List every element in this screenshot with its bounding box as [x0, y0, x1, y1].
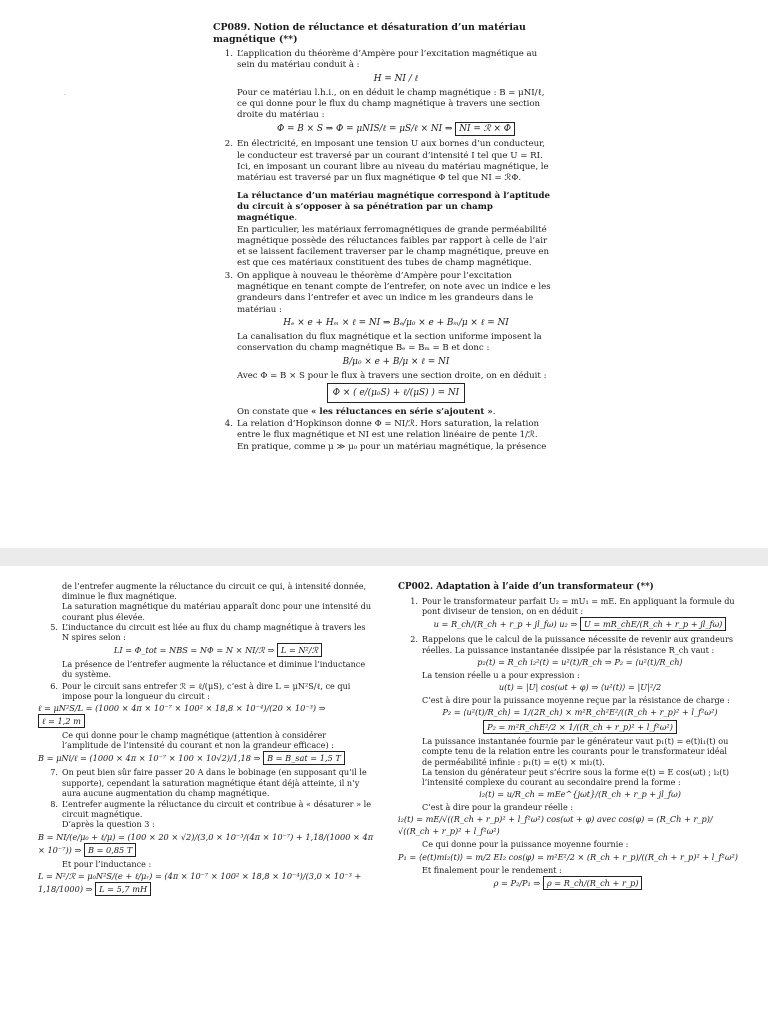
paragraph: Et pour l’inductance :: [62, 858, 152, 869]
paragraph: La puissance instantanée fournie par le générateur vaut p₁(t) = e(t)i₁(t) ou compte tenu de la relation entre les courants pour le transformateur idéal de perméabilité infinie : p₁(t) = e(t) × mi₂(t).: [422, 736, 729, 767]
page-separator: [0, 548, 768, 566]
paragraph: L’inductance du circuit est liée au flux du champ magnétique à travers les N spires selon :: [62, 621, 366, 643]
paragraph: Ce qui donne pour la puissance moyenne fournie :: [422, 839, 629, 850]
equation: [38, 831, 374, 857]
paragraph: En pratique, comme μ ≫ μ₀ pour un matériau magnétique, la présence: [237, 441, 547, 452]
question-number: 3.: [224, 270, 233, 281]
question-number: 1.: [224, 49, 233, 59]
boxed-result: ρ = R_ch/(R_ch + r_p): [543, 876, 643, 890]
equation: [38, 870, 374, 896]
question-8: [38, 799, 374, 830]
equation: [398, 851, 738, 863]
equation: [422, 681, 738, 693]
question-number: 8.: [50, 799, 58, 810]
boxed-result: B = B_sat = 1,5 T: [263, 751, 345, 765]
equation-text: ρ = P₂/P₁ ⇒: [493, 877, 541, 888]
equation: [62, 643, 374, 657]
paragraph: La tension du générateur peut s’écrire sous la forme e(t) = E cos(ωt) ; i₂(t) l’intensité complexe du courant au secondaire prend la forme :: [422, 766, 730, 788]
text: .: [492, 406, 496, 417]
question-2: [213, 139, 555, 269]
question-6: [38, 681, 374, 701]
boxed-result: P₂ = m²R_chE²/2 × 1/((R_ch + r_p)² + l_f²ω²): [483, 720, 677, 734]
conclusion: [237, 407, 555, 418]
paragraph: Ici, en imposant un courant libre au niveau du matériau magnétique, le matériau est traversé par un flux magnétique Φ tel que NI = ℛΦ.: [237, 162, 549, 184]
paragraph: La canalisation du flux magnétique et la section uniforme imposent la conservation du champ magnétique Bₑ = Bₘ = B et donc :: [237, 331, 542, 354]
question-number: 6.: [50, 680, 58, 691]
question-2: [398, 634, 738, 812]
equation: [422, 617, 738, 631]
paragraph: D’après la question 3 :: [62, 819, 155, 830]
equation-text: B = NI/(e/μ₀ + ℓ/μ) = (100 × 20 × √2)/(3,0 × 10⁻³/(4π × 10⁻⁷) + 1,18/(1000 × 4π × 10⁻⁷)) ⇒: [38, 831, 374, 855]
paragraph: En électricité, en imposant une tension U aux bornes d’un conducteur, le conducteur est traversé par un courant d’intensité I tel que U = RI.: [237, 139, 546, 161]
equation-text: LI = Φ_tot = NBS = NΦ = N × NI/ℛ ⇒: [113, 645, 275, 656]
equation-text: Φ = B × S ⇒ Φ = μNIS/ℓ = μS/ℓ × NI ⇒: [276, 124, 453, 135]
bold-text: « les réluctances en série s’ajoutent »: [310, 406, 493, 417]
equation: [398, 813, 738, 837]
paragraph: de l’entrefer augmente la réluctance du circuit ce qui, à intensité donnée, diminue le flux magnétique.: [62, 581, 367, 602]
question-1: [398, 596, 738, 633]
boxed-result: L = 5,7 mH: [95, 882, 151, 896]
stray-mark: ·: [64, 92, 66, 99]
equation: [422, 788, 738, 800]
equation: [38, 702, 374, 728]
equation-text: u = R_ch/(R_ch + r_p + jl_fω) u₂ ⇒: [433, 619, 578, 630]
equation-text: Hₑ × e + Hₘ × ℓ = NI ⇒ Bₑ/μ₀ × e + Bₘ/μ × ℓ = NI: [283, 317, 509, 328]
paragraph: Ce qui donne pour le champ magnétique (attention à considérer l’amplitude de l’intensité du courant et non la grandeur efficace) :: [62, 730, 334, 751]
paragraph: La saturation magnétique du matériau apparaît donc pour une intensité du courant plus élevée.: [62, 601, 372, 622]
paragraph: Et finalement pour le rendement :: [422, 864, 562, 875]
bold-text: La réluctance d’un matériau magnétique correspond à l’aptitude du circuit à s’opposer à sa pénétration par un champ magnétique: [237, 190, 550, 224]
paragraph: On applique à nouveau le théorème d’Ampère pour l’excitation magnétique en tenant compte de l’entrefer, on note avec un indice e les grandeurs dans l’entrefer et avec un indice m les grandeurs dans le matériau :: [237, 270, 551, 315]
question-number: 7.: [50, 767, 58, 778]
paragraph: Pour le circuit sans entrefer ℛ = ℓ/(μS), c’est à dire L = μN²S/ℓ, ce qui impose pour la longueur du circuit :: [62, 680, 351, 701]
right-column: [398, 581, 738, 892]
equation: [422, 656, 738, 668]
equation-text: i₂(t) = u/R_ch = mEe^{jωt}/(R_ch + r_p + jl_fω): [479, 789, 681, 800]
equation-text: L = N²/ℛ = μ₀N²S/(e + ℓ/μᵣ) = (4π × 10⁻⁷ × 100² × 18,8 × 10⁻⁴)/(3,0 × 10⁻³ + 1,18/1000) ⇒: [38, 870, 362, 894]
exercise-title: CP002. Adaptation à l’aide d’un transformateur (**): [398, 582, 654, 592]
boxed-result: L = N²/ℛ: [277, 643, 322, 657]
equation: [422, 720, 738, 734]
equation-text: H = NI / ℓ: [373, 73, 419, 84]
paragraph: L’entrefer augmente la réluctance du circuit et contribue à « désaturer » le circuit magnétique.: [62, 799, 371, 820]
equation-text: ℓ = μN²S/L = (1000 × 4π × 10⁻⁷ × 100² × 18,8 × 10⁻⁴)/(20 × 10⁻³) ⇒: [38, 703, 326, 714]
question-number: 2.: [410, 634, 418, 645]
equation: [422, 706, 738, 718]
equation-text: B = μNi/ℓ = (1000 × 4π × 10⁻⁷ × 100 × 10√2)/1,18 ⇒: [38, 753, 261, 764]
equation: [237, 356, 555, 369]
boxed-result: B = 0,85 T: [84, 843, 136, 857]
equation-text: u(t) = |U| cos(ωt + φ) ⇒ ⟨u²(t)⟩ = |U|²/2: [498, 682, 662, 693]
paragraph: L’application du théorème d’Ampère pour l’excitation magnétique au sein du matériau conduit à :: [237, 49, 538, 71]
boxed-result: Φ × ( e/(μ₀S) + ℓ/(μS) ) = NI: [327, 383, 465, 403]
question-3: [213, 271, 555, 418]
question-number: 2.: [224, 139, 233, 150]
question-number: 5.: [50, 621, 58, 632]
question-7: [38, 767, 374, 798]
question-number: 4.: [224, 419, 233, 430]
equation-text: B/μ₀ × e + B/μ × ℓ = NI: [342, 356, 450, 367]
paragraph: La relation d’Hopkinson donne Φ = NI/ℛ. Hors saturation, la relation entre le flux magnétique et NI est une relation linéaire de pente 1/ℛ.: [237, 419, 540, 441]
boxed-result: U = mR_chE/(R_ch + r_p + jl_fω): [580, 617, 726, 631]
paragraph: Pour ce matériau l.h.i., on en déduit le champ magnétique : B = μNI/ℓ, ce qui donne pour le flux du champ magnétique à travers une section droite du matériau :: [237, 87, 545, 121]
equation-text: i₂(t) = mE/√((R_ch + r_p)² + l_f²ω²) cos(ωt + φ) avec cos(φ) = (R_Ch + r_p)/√((R_ch + r_p)² + l_f²ω²): [398, 814, 713, 837]
left-column: [38, 581, 374, 898]
exercise-title: CP089. Notion de réluctance et désaturation d’un matériau magnétique (**): [213, 22, 526, 45]
paragraph: Avec Φ = B × S pour le flux à travers une section droite, on en déduit :: [237, 370, 547, 381]
top-column: [213, 22, 555, 454]
equation-text: P₁ = ⟨e(t)mi₂(t)⟩ = m/2 EI₂ cos(φ) = m²E²/2 × (R_ch + r_p)/((R_ch + r_p)² + l_f²ω²): [398, 851, 738, 862]
paragraph: Rappelons que le calcul de la puissance nécessite de revenir aux grandeurs réelles. La puissance instantanée dissipée par la résistance R_ch vaut :: [422, 634, 734, 655]
paragraph: On peut bien sûr faire passer 20 A dans le bobinage (en supposant qu’il le supporte), cependant la saturation magnétique étant déjà atteinte, il n’y aura aucune augmentation du champ magnétique.: [62, 767, 367, 798]
paragraph: Pour le transformateur parfait U₂ = mU₁ = mE. En appliquant la formule du pont diviseur de tension, on en déduit :: [422, 596, 735, 617]
paragraph: C’est à dire pour la grandeur réelle :: [422, 802, 574, 813]
equation: [237, 383, 555, 403]
equation: [237, 122, 555, 136]
key-statement: La réluctance d’un matériau magnétique correspond à l’aptitude du circuit à s’opposer à sa pénétration par un champ magnétique.: [237, 190, 550, 224]
paragraph: La présence de l’entrefer augmente la réluctance et diminue l’inductance du système.: [62, 659, 366, 680]
question-4: [213, 419, 555, 453]
equation: [237, 317, 555, 330]
question-1: [213, 49, 555, 138]
paragraph: En particulier, les matériaux ferromagnétiques de grande perméabilité magnétique possède des réluctances faibles par rapport à celle de l’air et se laissent facilement traverser par le champ magnétique, preuve en est que ces matériaux constituent des tubes de champ magnétique.: [237, 224, 550, 269]
text: On constate que: [237, 406, 311, 417]
boxed-result: ℓ = 1,2 m: [38, 714, 85, 728]
question-number: 1.: [410, 596, 418, 606]
boxed-result: NI = ℛ × Φ: [455, 122, 515, 136]
question-5: [38, 622, 374, 680]
paragraph: C’est à dire pour la puissance moyenne reçue par la résistance de charge :: [422, 695, 730, 706]
paragraph: La tension réelle u a pour expression :: [422, 669, 580, 680]
equation-text: p₂(t) = R_ch i₂²(t) = u²(t)/R_ch ⇒ P₂ = ⟨u²(t)/R_ch⟩: [477, 656, 683, 667]
equation: [398, 876, 738, 890]
equation-text: P₂ = ⟨u²(t)/R_ch⟩ = 1/(2R_ch) × m²R_ch²E²/((R_ch + r_p)² + l_f²ω²): [442, 707, 718, 718]
equation: [237, 73, 555, 86]
equation: [38, 751, 374, 765]
